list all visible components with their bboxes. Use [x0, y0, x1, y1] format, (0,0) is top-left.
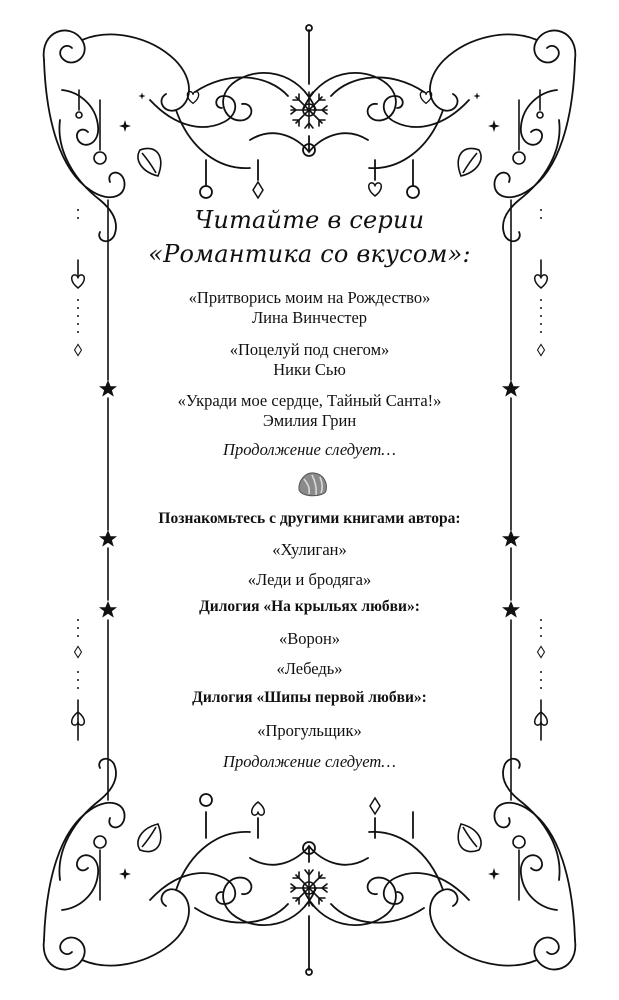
dilogy-book-title: «Прогульщик»: [257, 721, 362, 740]
sparkle-icon: [119, 120, 131, 132]
sparkle-icon: [138, 92, 145, 99]
series-book-author: Лина Винчестер: [251, 308, 368, 327]
author-continued: Продолжение следует…: [223, 752, 396, 771]
top-heart-icon: [369, 183, 382, 196]
series-book-title: «Притворись моим на Рождество»: [188, 288, 431, 307]
sparkle-icon: [119, 868, 131, 880]
series-book-author: Ники Сью: [273, 360, 346, 379]
dilogy-heading: Дилогия «Шипы первой любви»:: [192, 689, 427, 706]
sparkle-icon: [473, 92, 480, 99]
author-book-title: «Хулиган»: [272, 540, 347, 559]
heart-icon: [535, 275, 548, 288]
corner-ornament-bottom-right: [331, 759, 575, 970]
series-heading-line1: Читайте в серии: [194, 206, 425, 234]
author-book-title: «Леди и бродяга»: [247, 570, 372, 589]
dilogy-book-title: «Лебедь»: [276, 659, 343, 678]
dilogy-book-title: «Ворон»: [278, 629, 341, 648]
leaf-icon: [458, 148, 481, 176]
bottom-diamond-icon: [370, 798, 380, 814]
heart-icon: [72, 275, 85, 288]
leaf-icon: [138, 148, 161, 176]
top-diamond-icon: [253, 182, 263, 198]
series-book-author: Эмилия Грин: [262, 411, 357, 430]
leaf-icon: [458, 824, 481, 852]
bottom-snowflake-icon: [291, 870, 327, 906]
sparkle-icon: [488, 120, 500, 132]
leaf-icon: [138, 824, 161, 852]
author-books-heading: Познакомьтесь с другими книгами автора:: [158, 510, 461, 527]
series-continued: Продолжение следует…: [223, 440, 396, 459]
dilogy-heading: Дилогия «На крыльях любви»:: [199, 598, 420, 615]
series-book-title: «Поцелуй под снегом»: [229, 340, 390, 359]
top-snowflake-icon: [291, 92, 327, 128]
sparkle-icon: [488, 868, 500, 880]
candy-icon: [296, 470, 330, 500]
series-book-title: «Укради мое сердце, Тайный Санта!»: [177, 391, 442, 410]
corner-ornament-bottom-left: [44, 759, 288, 970]
bottom-heart-icon: [252, 802, 265, 815]
series-heading-line2: «Романтика со вкусом»:: [148, 240, 471, 268]
